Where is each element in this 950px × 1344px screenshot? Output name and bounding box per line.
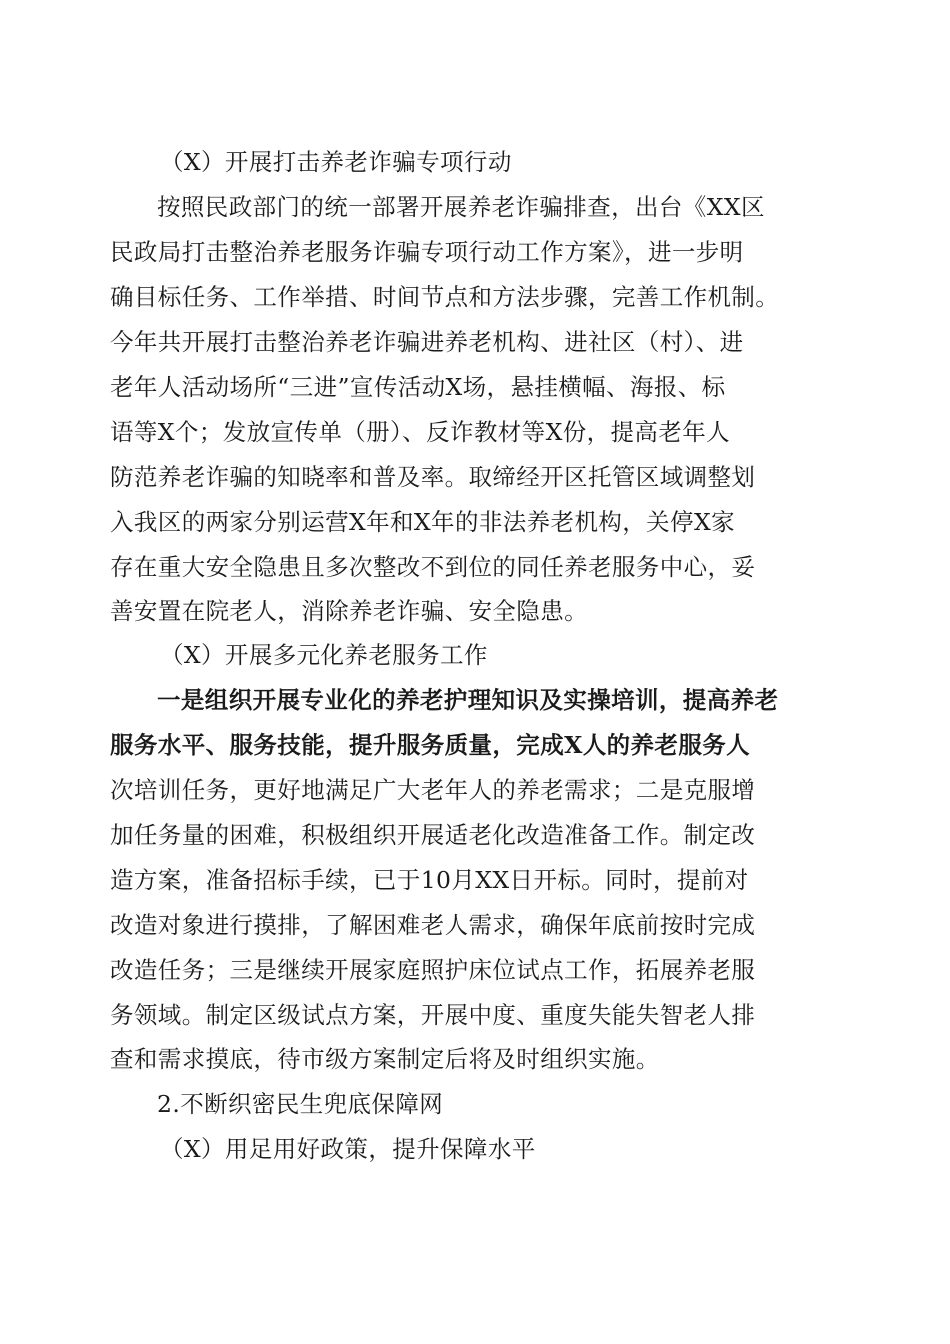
section-heading-policy: （X）用足用好政策，提升保障水平 [160,1135,536,1163]
paragraph-line: 今年共开展打击整治养老诈骗进养老机构、进社区（村）、进 [110,328,744,356]
paragraph-line: 老年人活动场所“三进”宣传活动X场，悬挂横幅、海报、标 [110,373,726,401]
paragraph-line: 按照民政部门的统一部署开展养老诈骗排查，出台《XX区 [157,193,765,221]
paragraph-line: 次培训任务，更好地满足广大老年人的养老需求；二是克服增 [110,776,756,804]
paragraph-line-bold: 服务水平、服务技能，提升服务质量，完成X人的养老服务人 [110,731,751,759]
section-heading-anti-fraud: （X）开展打击养老诈骗专项行动 [160,148,512,176]
section-heading-numbered: 2.不断织密民生兜底保障网 [157,1090,444,1118]
paragraph-line: 民政局打击整治养老服务诈骗专项行动工作方案》，进一步明 [110,238,744,266]
paragraph-line: 务领域。制定区级试点方案，开展中度、重度失能失智老人排 [110,1001,756,1029]
paragraph-line: 存在重大安全隐患且多次整改不到位的同任养老服务中心，妥 [110,553,756,581]
paragraph-line: 造方案，准备招标手续，已于10月XX日开标。同时，提前对 [110,866,749,894]
paragraph-line: 改造对象进行摸排，了解困难老人需求，确保年底前按时完成 [110,911,756,939]
paragraph-line: 查和需求摸底，待市级方案制定后将及时组织实施。 [110,1045,660,1073]
section-heading-elderly-service: （X）开展多元化养老服务工作 [160,641,488,669]
paragraph-line: 改造任务；三是继续开展家庭照护床位试点工作，拓展养老服 [110,956,756,984]
paragraph-line: 加任务量的困难，积极组织开展适老化改造准备工作。制定改 [110,821,756,849]
paragraph-line: 善安置在院老人，消除养老诈骗、安全隐患。 [110,597,588,625]
paragraph-line: 防范养老诈骗的知晓率和普及率。取缔经开区托管区域调整划 [110,463,756,491]
paragraph-line-bold: 一是组织开展专业化的养老护理知识及实操培训，提高养老 [157,686,779,714]
paragraph-line: 语等X个；发放宣传单（册）、反诈教材等X份，提高老年人 [110,418,731,446]
paragraph-line: 入我区的两家分别运营X年和X年的非法养老机构，关停X家 [110,508,735,536]
paragraph-line: 确目标任务、工作举措、时间节点和方法步骤，完善工作机制。 [110,283,780,311]
